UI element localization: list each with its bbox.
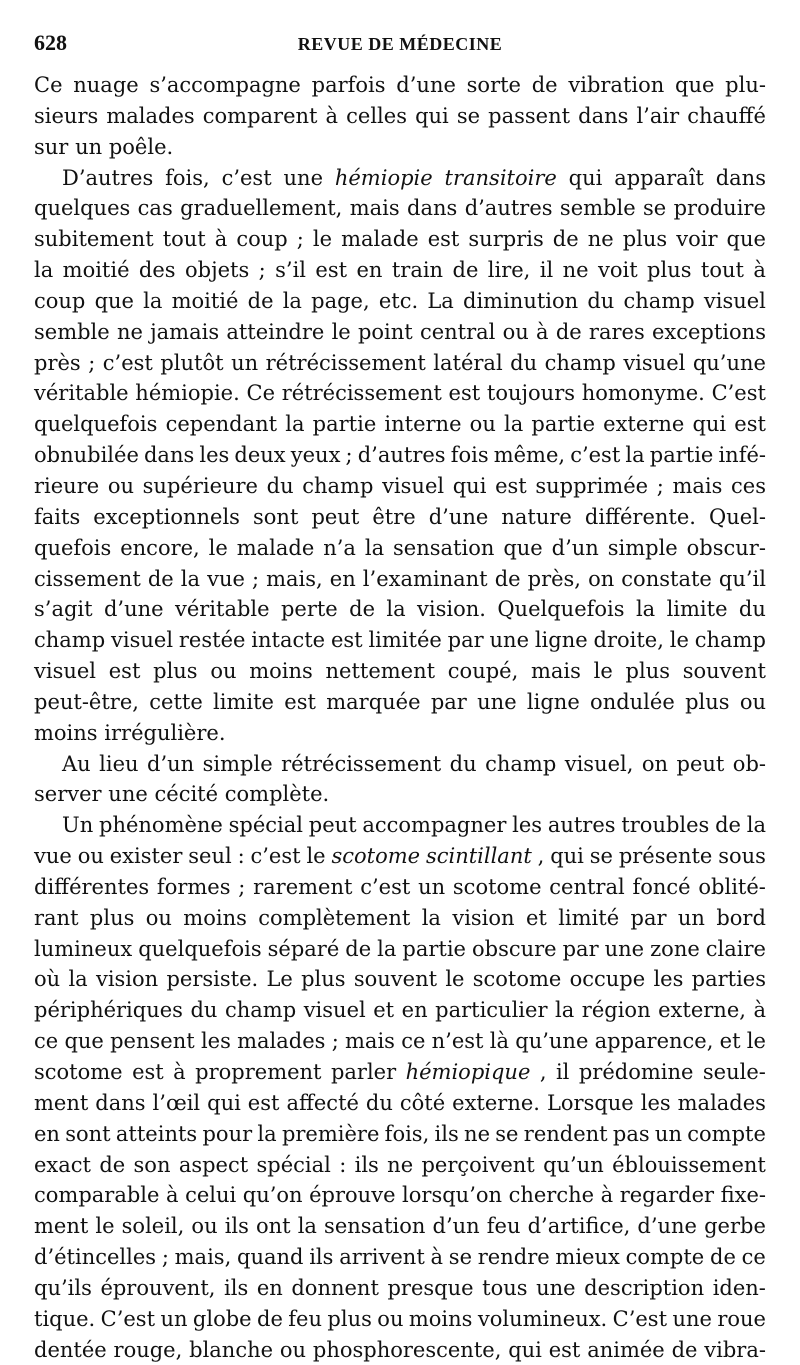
text-line: dentée rouge, blanche ou phosphorescente, qui est animée de vibra-	[34, 1337, 766, 1362]
text-line: différentes formes ; rarement c’est un scotome central foncé oblité-	[34, 874, 766, 899]
text-line: la moitié des objets ; s’il est en train de lire, il ne voit plus tout à	[34, 258, 766, 283]
text-line: server une cécité complète.	[34, 782, 330, 807]
text-line: moins irrégulière.	[34, 720, 226, 745]
text-line: faits exceptionnels sont peut être d’une nature différente. Quel-	[34, 504, 766, 529]
text-line: champ visuel restée intacte est limitée par une ligne droite, le champ	[34, 628, 766, 653]
text-line: quelquefois cependant la partie interne ou la partie externe qui est	[34, 412, 766, 437]
book-page	[34, 30, 766, 1365]
text-line: où la vision persiste. Le plus souvent le scotome occupe les parties	[34, 967, 766, 992]
text-line: Un phénomène spécial peut accompagner les autres troubles de la	[62, 813, 766, 838]
text-line: en sont atteints pour la première fois, ils ne se rendent pas un compte	[34, 1121, 766, 1146]
text-line: lumineux quelquefois séparé de la partie obscure par une zone claire	[34, 936, 766, 961]
text-line: périphériques du champ visuel et en particulier la région externe, à	[34, 998, 766, 1023]
text-line: rant plus ou moins complètement la vision et limité par un bord	[34, 905, 766, 930]
text-line: quelques cas graduellement, mais dans d’autres semble se produire	[34, 196, 766, 221]
text-line: véritable hémiopie. Ce rétrécissement est toujours homonyme. C’est	[34, 381, 766, 406]
text-line: d’étincelles ; mais, quand ils arrivent à se rendre mieux compte de ce	[34, 1245, 766, 1270]
text-line: ment dans l’œil qui est affecté du côté externe. Lorsque les malades	[34, 1090, 766, 1115]
text-line: visuel est plus ou moins nettement coupé, mais le plus souvent	[34, 659, 766, 684]
text-line: qu’ils éprouvent, ils en donnent presque tous une description iden-	[34, 1275, 766, 1300]
text-line: sieurs malades comparent à celles qui se passent dans l’air chauffé	[34, 103, 766, 128]
text-line: D’autres fois, c’est une hémiopie transitoire qui apparaît dans	[62, 165, 766, 190]
text-line: quefois encore, le malade n’a la sensation que d’un simple obscur-	[34, 535, 766, 560]
running-head: REVUE DE MÉDECINE	[297, 34, 503, 54]
text-line: vue ou exister seul : c’est le scotome scintillant , qui se présente sous	[34, 844, 766, 869]
text-line: coup que la moitié de la page, etc. La diminution du champ visuel	[34, 288, 766, 313]
text-line: obnubilée dans les deux yeux ; d’autres fois même, c’est la partie infé-	[34, 443, 766, 468]
text-line: Ce nuage s’accompagne parfois d’une sorte de vibration que plu-	[34, 73, 766, 97]
text-line: tique. C’est un globe de feu plus ou moins volumineux. C’est une roue	[34, 1306, 766, 1331]
text-line: près ; c’est plutôt un rétrécissement latéral du champ visuel qu’une	[34, 350, 766, 375]
text-line: subitement tout à coup ; le malade est surpris de ne plus voir que	[34, 227, 766, 252]
page-number: 628	[34, 30, 67, 55]
text-line: scotome est à proprement parler hémiopique , il prédomine seule-	[34, 1060, 766, 1084]
text-line: rieure ou supérieure du champ visuel qui est supprimée ; mais ces	[34, 473, 766, 498]
text-line: ment le soleil, ou ils ont la sensation d’un feu d’artifice, d’une gerbe	[34, 1214, 766, 1239]
text-line: comparable à celui qu’on éprouve lorsqu’on cherche à regarder fixe-	[34, 1183, 766, 1208]
text-line: exact de son aspect spécial : ils ne perçoivent qu’un éblouissement	[34, 1152, 766, 1177]
text-line: ce que pensent les malades ; mais ce n’est là qu’une apparence, et le	[34, 1029, 766, 1054]
page-header	[34, 30, 766, 64]
text-line: s’agit d’une véritable perte de la vision. Quelquefois la limite du	[34, 597, 766, 622]
body-text	[34, 70, 766, 1365]
text-line: peut-être, cette limite est marquée par une ligne ondulée plus ou	[34, 689, 766, 714]
text-line: cissement de la vue ; mais, en l’examinant de près, on constate qu’il	[34, 566, 766, 591]
text-line: semble ne jamais atteindre le point central ou à de rares exceptions	[34, 319, 766, 344]
text-line: Au lieu d’un simple rétrécissement du champ visuel, on peut ob-	[62, 751, 766, 776]
text-line: sur un poêle.	[34, 134, 174, 159]
